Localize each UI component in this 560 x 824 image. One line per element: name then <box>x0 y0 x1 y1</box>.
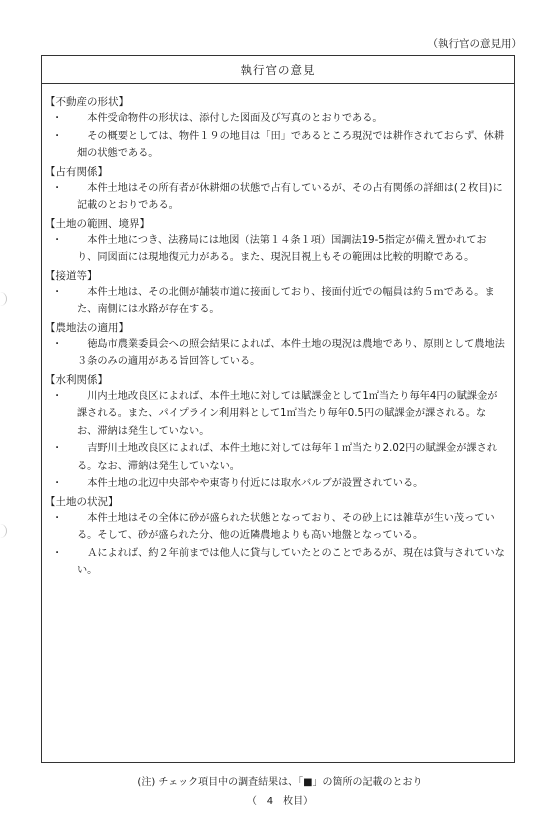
section-heading: 【農地法の適用】 <box>45 321 129 334</box>
list-item <box>45 180 506 215</box>
section-heading: 【不動産の形状】 <box>45 96 129 108</box>
bullet-mark: ・ <box>52 130 63 142</box>
list-item <box>45 388 506 441</box>
item-text: 本件土地は、その北側が舗装市道に接面しており、接面付近での幅員は約５ｍである。また、南側には水路が存在する。 <box>77 286 495 315</box>
bullet-mark: ・ <box>52 512 63 524</box>
list-item <box>45 128 506 163</box>
section-heading: 【接道等】 <box>45 269 98 282</box>
list-item <box>45 110 506 128</box>
item-text: 本件土地の北辺中央部やや東寄り付近には取水バルブが設置されている。 <box>87 478 424 489</box>
section-heading: 【水利関係】 <box>45 373 108 386</box>
bullet-mark: ・ <box>52 478 63 489</box>
item-text: 本件受命物件の形状は、添付した図面及び写真のとおりである。 <box>87 113 383 124</box>
list-item <box>45 284 506 319</box>
item-text: 本件土地はその所有者が休耕畑の状態で占有しているが、その占有関係の詳細は(２枚目)に記載のとおりである。 <box>77 182 503 211</box>
section-heading: 【土地の範囲、境界】 <box>45 217 150 230</box>
bullet-mark: ・ <box>52 234 63 246</box>
bullet-mark: ・ <box>52 286 63 298</box>
item-text: 徳島市農業委員会への照会結果によれば、本件土地の現況は農地であり、原則として農地法３条のみの適用がある旨回答している。 <box>77 338 505 367</box>
item-text: その概要としては、物件１９の地目は「田」であるところ現況では耕作されておらず、休耕畑の状態である。 <box>77 130 505 159</box>
box-title: 執行官の意見 <box>42 56 514 84</box>
item-text: 吉野川土地改良区によれば、本件土地に対しては毎年１㎡当たり2.02円の賦課金が課される。なお、滞納は発生していない。 <box>77 443 497 472</box>
bullet-mark: ・ <box>52 547 63 559</box>
opinion-box <box>41 55 515 763</box>
punch-hole-mark <box>0 524 7 538</box>
punch-hole-mark <box>0 292 7 306</box>
item-text: Ａによれば、約２年前までは他人に貸与していたとのことであるが、現在は貸与されていない。 <box>77 547 505 576</box>
bullet-mark: ・ <box>52 113 63 124</box>
item-text: 本件土地はその全体に砂が盛られた状態となっており、その砂上には雑草が生い茂っている。そして、砂が盛られた分、他の近隣農地よりも高い地盤となっている。 <box>77 512 495 541</box>
item-text: 川内土地改良区によれば、本件土地に対しては賦課金として1㎡当たり毎年4円の賦課金が課される。また、パイプライン利用料として1㎡当たり毎年0.5円の賦課金が課される。なお、滞納は発生していない。 <box>77 390 498 437</box>
list-item <box>45 336 506 371</box>
list-item <box>45 545 506 580</box>
section-heading: 【土地の状況】 <box>45 495 119 508</box>
opinion-body <box>42 84 514 580</box>
list-item <box>45 475 506 493</box>
bullet-mark: ・ <box>52 182 63 194</box>
bullet-mark: ・ <box>52 338 63 350</box>
list-item <box>45 510 506 545</box>
list-item <box>45 440 506 475</box>
bullet-mark: ・ <box>52 443 63 454</box>
section-heading: 【占有関係】 <box>45 165 108 178</box>
header-note: （執行官の意見用） <box>427 38 522 50</box>
item-text: 本件土地につき、法務局には地図（法第１４条１項）国調法19-5指定が備え置かれており、同図面には現地復元力がある。また、現況目視上もその範囲は比較的明瞭である。 <box>77 234 487 263</box>
list-item <box>45 232 506 267</box>
footer-note: (注) チェック項目中の調査結果は、「■」の箇所の記載のとおり <box>137 777 423 788</box>
bullet-mark: ・ <box>52 390 63 402</box>
page-number: （ 4 枚目） <box>246 796 314 807</box>
